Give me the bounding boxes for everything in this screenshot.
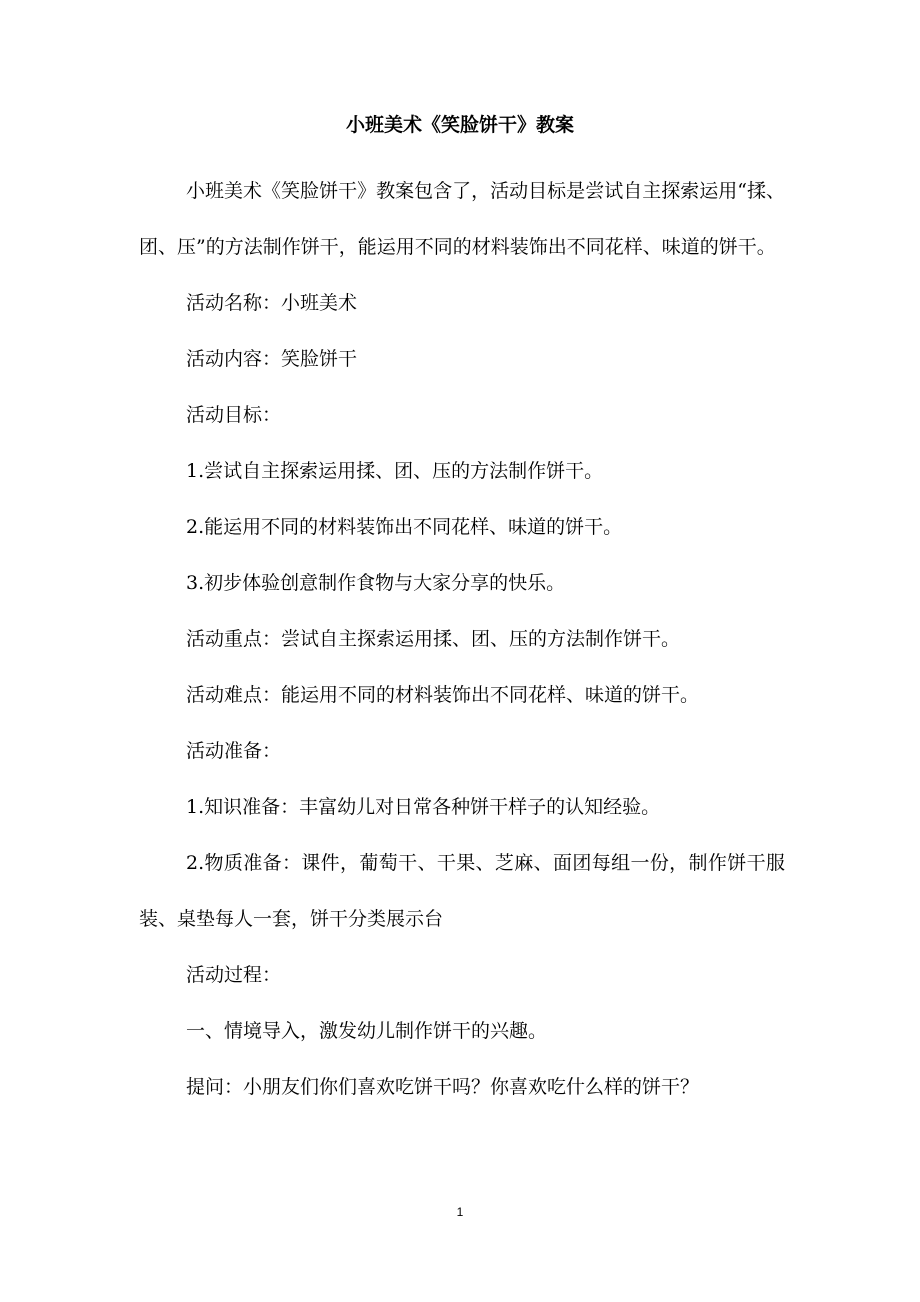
activity-content: 活动内容：笑脸饼干: [186, 348, 358, 370]
goal-item-2: 2.能运用不同的材料装饰出不同花样、味道的饼干。: [186, 516, 623, 538]
page-number: 1: [456, 1205, 464, 1219]
activity-difficulty: 活动难点：能运用不同的材料装饰出不同花样、味道的饼干。: [186, 684, 700, 706]
document-body: [139, 163, 785, 1115]
preparation-item-2: 2.物质准备：课件，葡萄干、干果、芝麻、面团每组一份，制作饼干服装、桌垫每人一套，饼干分类展示台: [139, 852, 785, 930]
activity-key-point: 活动重点：尝试自主探索运用揉、团、压的方法制作饼干。: [186, 628, 681, 650]
goal-item-1: 1.尝试自主探索运用揉、团、压的方法制作饼干。: [186, 460, 604, 482]
process-step-1: 一、情境导入，激发幼儿制作饼干的兴趣。: [186, 1020, 548, 1042]
activity-process-heading: 活动过程：: [186, 964, 282, 986]
document-title: 小班美术《笑脸饼干》教案: [345, 114, 574, 136]
goal-item-3: 3.初步体验创意制作食物与大家分享的快乐。: [186, 572, 566, 594]
question-paragraph: 提问：小朋友们你们喜欢吃饼干吗？你喜欢吃什么样的饼干？: [186, 1076, 700, 1098]
preparation-item-1: 1.知识准备：丰富幼儿对日常各种饼干样子的认知经验。: [186, 796, 661, 818]
activity-goals-heading: 活动目标：: [186, 404, 282, 426]
intro-paragraph: 小班美术《笑脸饼干》教案包含了，活动目标是尝试自主探索运用“揉、团、压”的方法制作饼干，能运用不同的材料装饰出不同花样、味道的饼干。: [139, 180, 785, 258]
activity-name: 活动名称：小班美术: [186, 292, 358, 314]
activity-preparation-heading: 活动准备：: [186, 740, 282, 762]
